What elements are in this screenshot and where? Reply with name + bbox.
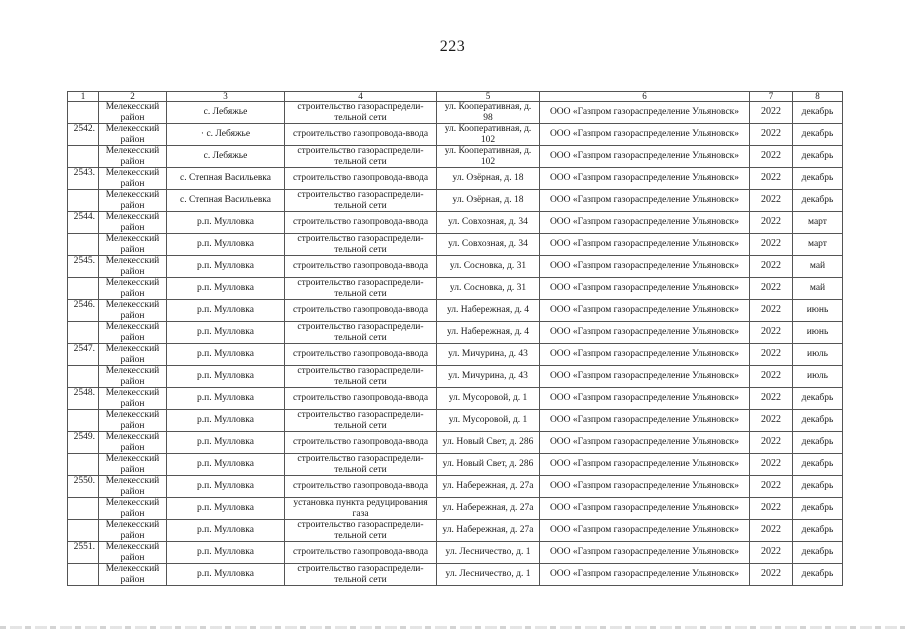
row-number-cell [68,410,99,432]
table-row [68,234,843,256]
locality-cell: р.п. Мулловка [167,542,285,564]
row-number-cell: 2542. [68,124,99,146]
locality-cell: с. Лебяжье [167,146,285,168]
month-cell: март [793,234,843,256]
row-number-cell [68,234,99,256]
month-cell: декабрь [793,454,843,476]
address-cell: ул. Лесничество, д. 1 [437,564,540,586]
table-row [68,278,843,300]
locality-cell: с. Лебяжье [167,102,285,124]
year-cell: 2022 [750,344,793,366]
work-type-cell: строительство газораспредели-тельной сети [285,410,437,432]
col-number-6: 6 [540,92,750,102]
district-cell: Мелекесский район [99,190,167,212]
district-cell: Мелекесский район [99,256,167,278]
locality-cell: с. Степная Васильевка [167,168,285,190]
work-type-cell: строительство газораспредели-тельной сети [285,366,437,388]
year-cell: 2022 [750,168,793,190]
table-row [68,344,843,366]
district-cell: Мелекесский район [99,432,167,454]
month-cell: декабрь [793,190,843,212]
year-cell: 2022 [750,520,793,542]
year-cell: 2022 [750,410,793,432]
district-cell: Мелекесский район [99,322,167,344]
row-number-cell: 2543. [68,168,99,190]
organization-cell: ООО «Газпром газораспределение Ульяновск» [540,234,750,256]
address-cell: ул. Совхозная, д. 34 [437,234,540,256]
month-cell: декабрь [793,124,843,146]
row-number-cell [68,146,99,168]
address-cell: ул. Набережная, д. 27а [437,520,540,542]
col-number-1: 1 [68,92,99,102]
month-cell: июль [793,366,843,388]
col-number-3: 3 [167,92,285,102]
district-cell: Мелекесский район [99,102,167,124]
row-number-cell: 2550. [68,476,99,498]
year-cell: 2022 [750,498,793,520]
locality-cell: с. Степная Васильевка [167,190,285,212]
month-cell: декабрь [793,102,843,124]
table-row [68,256,843,278]
table-row [68,564,843,586]
work-type-cell: строительство газопровода-ввода [285,300,437,322]
month-cell: декабрь [793,542,843,564]
locality-cell: р.п. Мулловка [167,212,285,234]
locality-cell: р.п. Мулловка [167,366,285,388]
organization-cell: ООО «Газпром газораспределение Ульяновск» [540,146,750,168]
organization-cell: ООО «Газпром газораспределение Ульяновск» [540,278,750,300]
year-cell: 2022 [750,542,793,564]
row-number-cell: 2545. [68,256,99,278]
address-cell: ул. Набережная, д. 27а [437,498,540,520]
work-type-cell: строительство газораспредели-тельной сети [285,234,437,256]
col-number-2: 2 [99,92,167,102]
row-number-cell [68,564,99,586]
month-cell: июль [793,344,843,366]
district-cell: Мелекесский район [99,564,167,586]
month-cell: май [793,278,843,300]
page-number: 223 [439,38,466,55]
organization-cell: ООО «Газпром газораспределение Ульяновск» [540,476,750,498]
address-cell: ул. Кооперативная, д. 102 [437,146,540,168]
organization-cell: ООО «Газпром газораспределение Ульяновск» [540,124,750,146]
address-cell: ул. Набережная, д. 4 [437,322,540,344]
work-type-cell: установка пункта редуцирования газа [285,498,437,520]
organization-cell: ООО «Газпром газораспределение Ульяновск» [540,344,750,366]
year-cell: 2022 [750,432,793,454]
work-type-cell: строительство газопровода-ввода [285,212,437,234]
organization-cell: ООО «Газпром газораспределение Ульяновск» [540,366,750,388]
work-type-cell: строительство газораспредели-тельной сети [285,520,437,542]
address-cell: ул. Новый Свет, д. 286 [437,432,540,454]
address-cell: ул. Мичурина, д. 43 [437,344,540,366]
table-row [68,520,843,542]
organization-cell: ООО «Газпром газораспределение Ульяновск» [540,454,750,476]
month-cell: июнь [793,300,843,322]
table-row [68,190,843,212]
work-type-cell: строительство газопровода-ввода [285,256,437,278]
locality-cell: р.п. Мулловка [167,234,285,256]
locality-cell: р.п. Мулловка [167,520,285,542]
table-row [68,542,843,564]
col-number-5: 5 [437,92,540,102]
month-cell: декабрь [793,476,843,498]
month-cell: май [793,256,843,278]
year-cell: 2022 [750,300,793,322]
col-number-8: 8 [793,92,843,102]
work-type-cell: строительство газопровода-ввода [285,476,437,498]
address-cell: ул. Совхозная, д. 34 [437,212,540,234]
year-cell: 2022 [750,102,793,124]
row-number-cell: 2546. [68,300,99,322]
locality-cell: р.п. Мулловка [167,256,285,278]
col-number-7: 7 [750,92,793,102]
address-cell: ул. Набережная, д. 27а [437,476,540,498]
address-cell: ул. Мусоровой, д. 1 [437,388,540,410]
row-number-cell [68,454,99,476]
col-number-4: 4 [285,92,437,102]
table-row [68,366,843,388]
district-cell: Мелекесский район [99,410,167,432]
district-cell: Мелекесский район [99,146,167,168]
row-number-cell: 2547. [68,344,99,366]
year-cell: 2022 [750,190,793,212]
organization-cell: ООО «Газпром газораспределение Ульяновск» [540,256,750,278]
year-cell: 2022 [750,564,793,586]
works-table [67,91,843,586]
organization-cell: ООО «Газпром газораспределение Ульяновск» [540,190,750,212]
organization-cell: ООО «Газпром газораспределение Ульяновск» [540,168,750,190]
table-row [68,454,843,476]
year-cell: 2022 [750,146,793,168]
row-number-cell: 2548. [68,388,99,410]
locality-cell: р.п. Мулловка [167,432,285,454]
row-number-cell [68,520,99,542]
table-row [68,388,843,410]
work-type-cell: строительство газопровода-ввода [285,168,437,190]
year-cell: 2022 [750,234,793,256]
row-number-cell [68,190,99,212]
district-cell: Мелекесский район [99,388,167,410]
row-number-cell [68,322,99,344]
table-row [68,476,843,498]
work-type-cell: строительство газораспредели-тельной сети [285,190,437,212]
work-type-cell: строительство газораспредели-тельной сети [285,102,437,124]
organization-cell: ООО «Газпром газораспределение Ульяновск» [540,432,750,454]
district-cell: Мелекесский район [99,454,167,476]
year-cell: 2022 [750,212,793,234]
locality-cell: р.п. Мулловка [167,322,285,344]
address-cell: ул. Лесничество, д. 1 [437,542,540,564]
table-row [68,102,843,124]
address-cell: ул. Озёрная, д. 18 [437,168,540,190]
year-cell: 2022 [750,366,793,388]
work-type-cell: строительство газопровода-ввода [285,344,437,366]
table-row [68,410,843,432]
organization-cell: ООО «Газпром газораспределение Ульяновск» [540,388,750,410]
locality-cell: р.п. Мулловка [167,300,285,322]
organization-cell: ООО «Газпром газораспределение Ульяновск» [540,520,750,542]
organization-cell: ООО «Газпром газораспределение Ульяновск» [540,212,750,234]
district-cell: Мелекесский район [99,124,167,146]
district-cell: Мелекесский район [99,542,167,564]
work-type-cell: строительство газораспредели-тельной сети [285,564,437,586]
row-number-cell [68,498,99,520]
address-cell: ул. Сосновка, д. 31 [437,256,540,278]
work-type-cell: строительство газораспредели-тельной сети [285,454,437,476]
row-number-cell [68,102,99,124]
work-type-cell: строительство газопровода-ввода [285,432,437,454]
organization-cell: ООО «Газпром газораспределение Ульяновск» [540,542,750,564]
column-number-row [68,92,843,102]
year-cell: 2022 [750,476,793,498]
locality-cell: р.п. Мулловка [167,564,285,586]
year-cell: 2022 [750,256,793,278]
table-row [68,212,843,234]
organization-cell: ООО «Газпром газораспределение Ульяновск» [540,300,750,322]
address-cell: ул. Кооперативная, д. 102 [437,124,540,146]
address-cell: ул. Кооперативная, д. 98 [437,102,540,124]
month-cell: декабрь [793,410,843,432]
table-row [68,124,843,146]
district-cell: Мелекесский район [99,498,167,520]
district-cell: Мелекесский район [99,476,167,498]
year-cell: 2022 [750,454,793,476]
address-cell: ул. Сосновка, д. 31 [437,278,540,300]
district-cell: Мелекесский район [99,366,167,388]
table-row [68,432,843,454]
row-number-cell: 2549. [68,432,99,454]
organization-cell: ООО «Газпром газораспределение Ульяновск» [540,564,750,586]
month-cell: декабрь [793,388,843,410]
work-type-cell: строительство газопровода-ввода [285,124,437,146]
month-cell: декабрь [793,498,843,520]
table-row [68,498,843,520]
locality-cell: · с. Лебяжье [167,124,285,146]
address-cell: ул. Новый Свет, д. 286 [437,454,540,476]
row-number-cell: 2551. [68,542,99,564]
month-cell: декабрь [793,564,843,586]
work-type-cell: строительство газопровода-ввода [285,388,437,410]
address-cell: ул. Мичурина, д. 43 [437,366,540,388]
district-cell: Мелекесский район [99,300,167,322]
organization-cell: ООО «Газпром газораспределение Ульяновск» [540,322,750,344]
table-body [68,92,843,586]
work-type-cell: строительство газопровода-ввода [285,542,437,564]
month-cell: декабрь [793,168,843,190]
locality-cell: р.п. Мулловка [167,498,285,520]
year-cell: 2022 [750,124,793,146]
locality-cell: р.п. Мулловка [167,454,285,476]
address-cell: ул. Мусоровой, д. 1 [437,410,540,432]
locality-cell: р.п. Мулловка [167,476,285,498]
district-cell: Мелекесский район [99,212,167,234]
district-cell: Мелекесский район [99,520,167,542]
district-cell: Мелекесский район [99,344,167,366]
month-cell: март [793,212,843,234]
district-cell: Мелекесский район [99,168,167,190]
district-cell: Мелекесский район [99,278,167,300]
row-number-cell: 2544. [68,212,99,234]
address-cell: ул. Набережная, д. 4 [437,300,540,322]
month-cell: июнь [793,322,843,344]
year-cell: 2022 [750,322,793,344]
address-cell: ул. Озёрная, д. 18 [437,190,540,212]
district-cell: Мелекесский район [99,234,167,256]
month-cell: декабрь [793,520,843,542]
row-number-cell [68,366,99,388]
locality-cell: р.п. Мулловка [167,344,285,366]
year-cell: 2022 [750,278,793,300]
work-type-cell: строительство газораспредели-тельной сети [285,322,437,344]
month-cell: декабрь [793,432,843,454]
work-type-cell: строительство газораспредели-тельной сети [285,278,437,300]
table-row [68,168,843,190]
work-type-cell: строительство газораспредели-тельной сети [285,146,437,168]
scan-artifact-line [0,626,905,629]
year-cell: 2022 [750,388,793,410]
locality-cell: р.п. Мулловка [167,410,285,432]
organization-cell: ООО «Газпром газораспределение Ульяновск» [540,410,750,432]
locality-cell: р.п. Мулловка [167,388,285,410]
row-number-cell [68,278,99,300]
month-cell: декабрь [793,146,843,168]
table-row [68,146,843,168]
table-row [68,322,843,344]
table-row [68,300,843,322]
locality-cell: р.п. Мулловка [167,278,285,300]
organization-cell: ООО «Газпром газораспределение Ульяновск» [540,102,750,124]
organization-cell: ООО «Газпром газораспределение Ульяновск» [540,498,750,520]
